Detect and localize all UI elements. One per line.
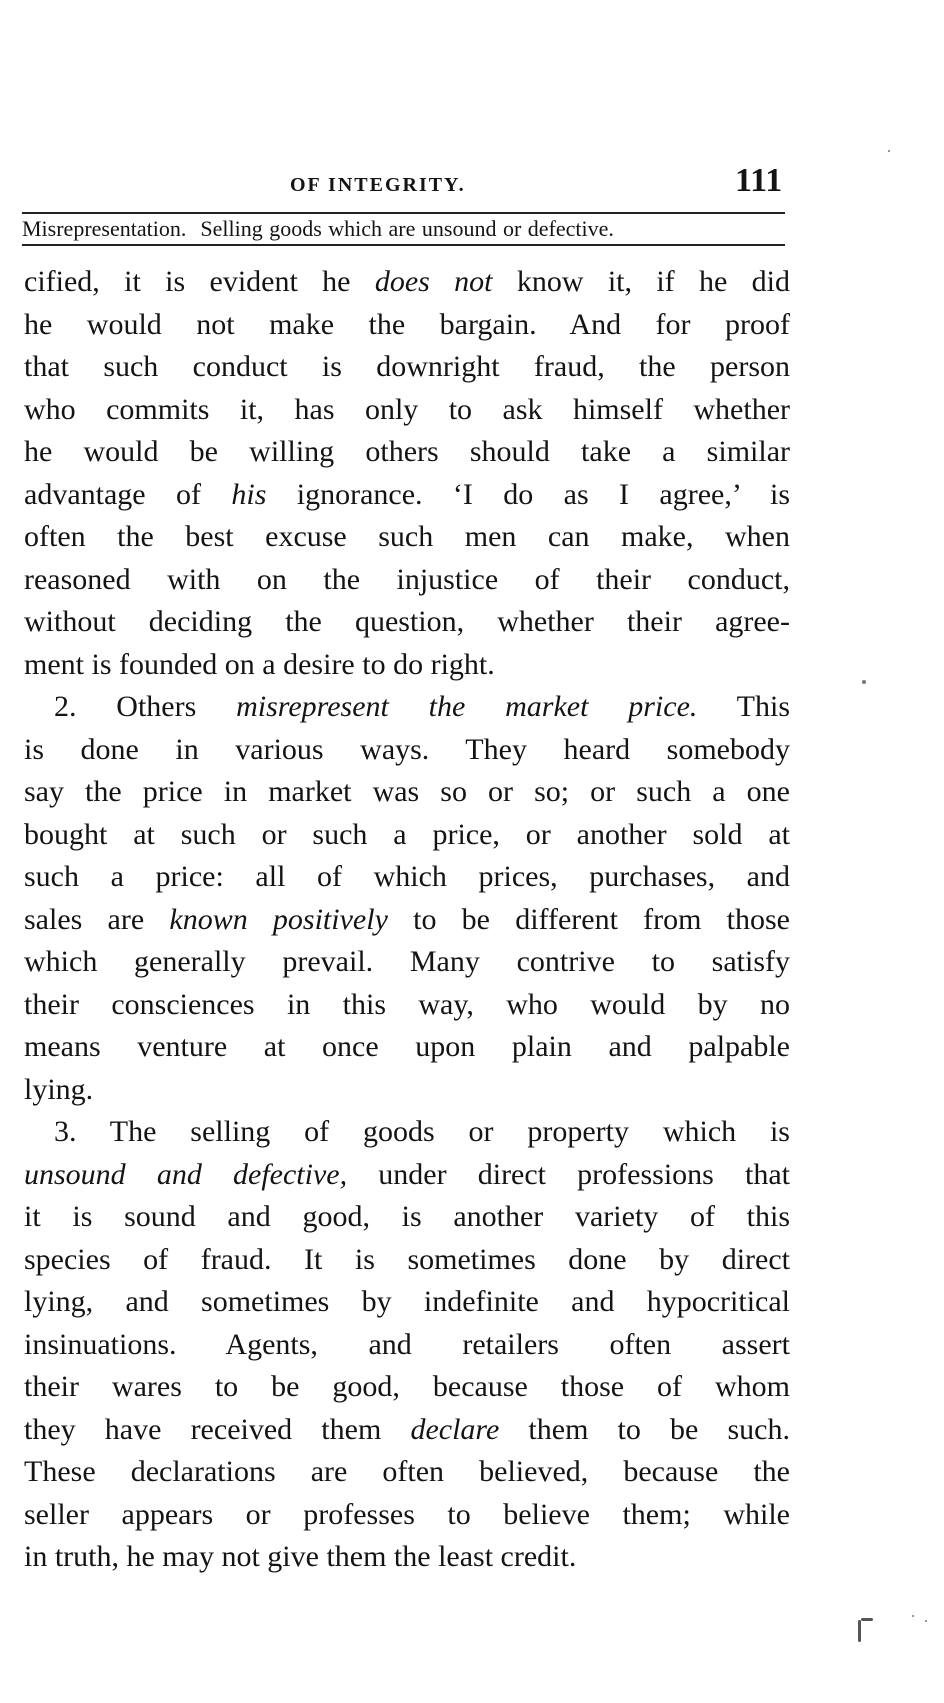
text-line: their consciences in this way, who would by no bbox=[24, 987, 790, 1021]
text-line: cified, it is evident he does not know it, if he did bbox=[24, 265, 791, 298]
text-line: These declarations are often believed, because the bbox=[24, 1455, 790, 1488]
text-line: in truth, he may not give them the least credit. bbox=[24, 1540, 577, 1573]
text-line: without deciding the question, whether their agree- bbox=[24, 605, 790, 638]
text-line: 3. The selling of goods or property which is bbox=[54, 1115, 790, 1148]
text-line: he would be willing others should take a similar bbox=[24, 435, 790, 468]
text-line: he would not make the bargain. And for proof bbox=[24, 307, 790, 341]
text-line: means venture at once upon plain and palpable bbox=[24, 1030, 790, 1063]
body-text bbox=[24, 261, 790, 1579]
text-line: lying, and sometimes by indefinite and hypocritical bbox=[24, 1285, 790, 1318]
text-line: seller appears or professes to believe them; while bbox=[24, 1497, 790, 1531]
topic-line bbox=[22, 212, 785, 246]
text-line: they have received them declare them to be such. bbox=[24, 1412, 790, 1446]
text-line: unsound and defective, under direct professions that bbox=[24, 1157, 790, 1191]
text-line: it is sound and good, is another variety of this bbox=[24, 1200, 790, 1233]
text-line: who commits it, has only to ask himself whether bbox=[24, 392, 790, 426]
text-line: often the best excuse such men can make, when bbox=[24, 520, 790, 553]
topic-misrepresentation: Misrepresentation. bbox=[22, 216, 187, 241]
text-line: say the price in market was so or so; or such a one bbox=[24, 775, 790, 808]
running-head bbox=[0, 160, 790, 200]
text-line: ment is founded on a desire to do right. bbox=[24, 647, 495, 681]
text-line: that such conduct is downright fraud, the person bbox=[24, 350, 790, 383]
running-title: OF INTEGRITY. bbox=[290, 174, 466, 196]
topic-selling-goods: Selling goods which are unsound or defective. bbox=[200, 216, 614, 241]
text-line: sales are known positively to be different from those bbox=[24, 902, 790, 936]
text-line: 2. Others misrepresent the market price. This bbox=[54, 690, 790, 723]
text-line: reasoned with on the injustice of their conduct, bbox=[24, 562, 790, 596]
text-line: their wares to be good, because those of whom bbox=[24, 1370, 790, 1403]
text-line: which generally prevail. Many contrive to satisfy bbox=[24, 945, 790, 978]
text-line: such a price: all of which prices, purchases, and bbox=[24, 860, 790, 893]
text-line: lying. bbox=[24, 1072, 94, 1106]
text-line: species of fraud. It is sometimes done by direct bbox=[24, 1242, 790, 1276]
text-line: advantage of his ignorance. ‘I do as I agree,’ is bbox=[24, 477, 790, 511]
text-line: insinuations. Agents, and retailers often assert bbox=[24, 1327, 790, 1361]
text-line: bought at such or such a price, or another sold at bbox=[24, 817, 790, 851]
text-line: is done in various ways. They heard somebody bbox=[24, 732, 790, 766]
page-number: 111 bbox=[735, 162, 783, 199]
